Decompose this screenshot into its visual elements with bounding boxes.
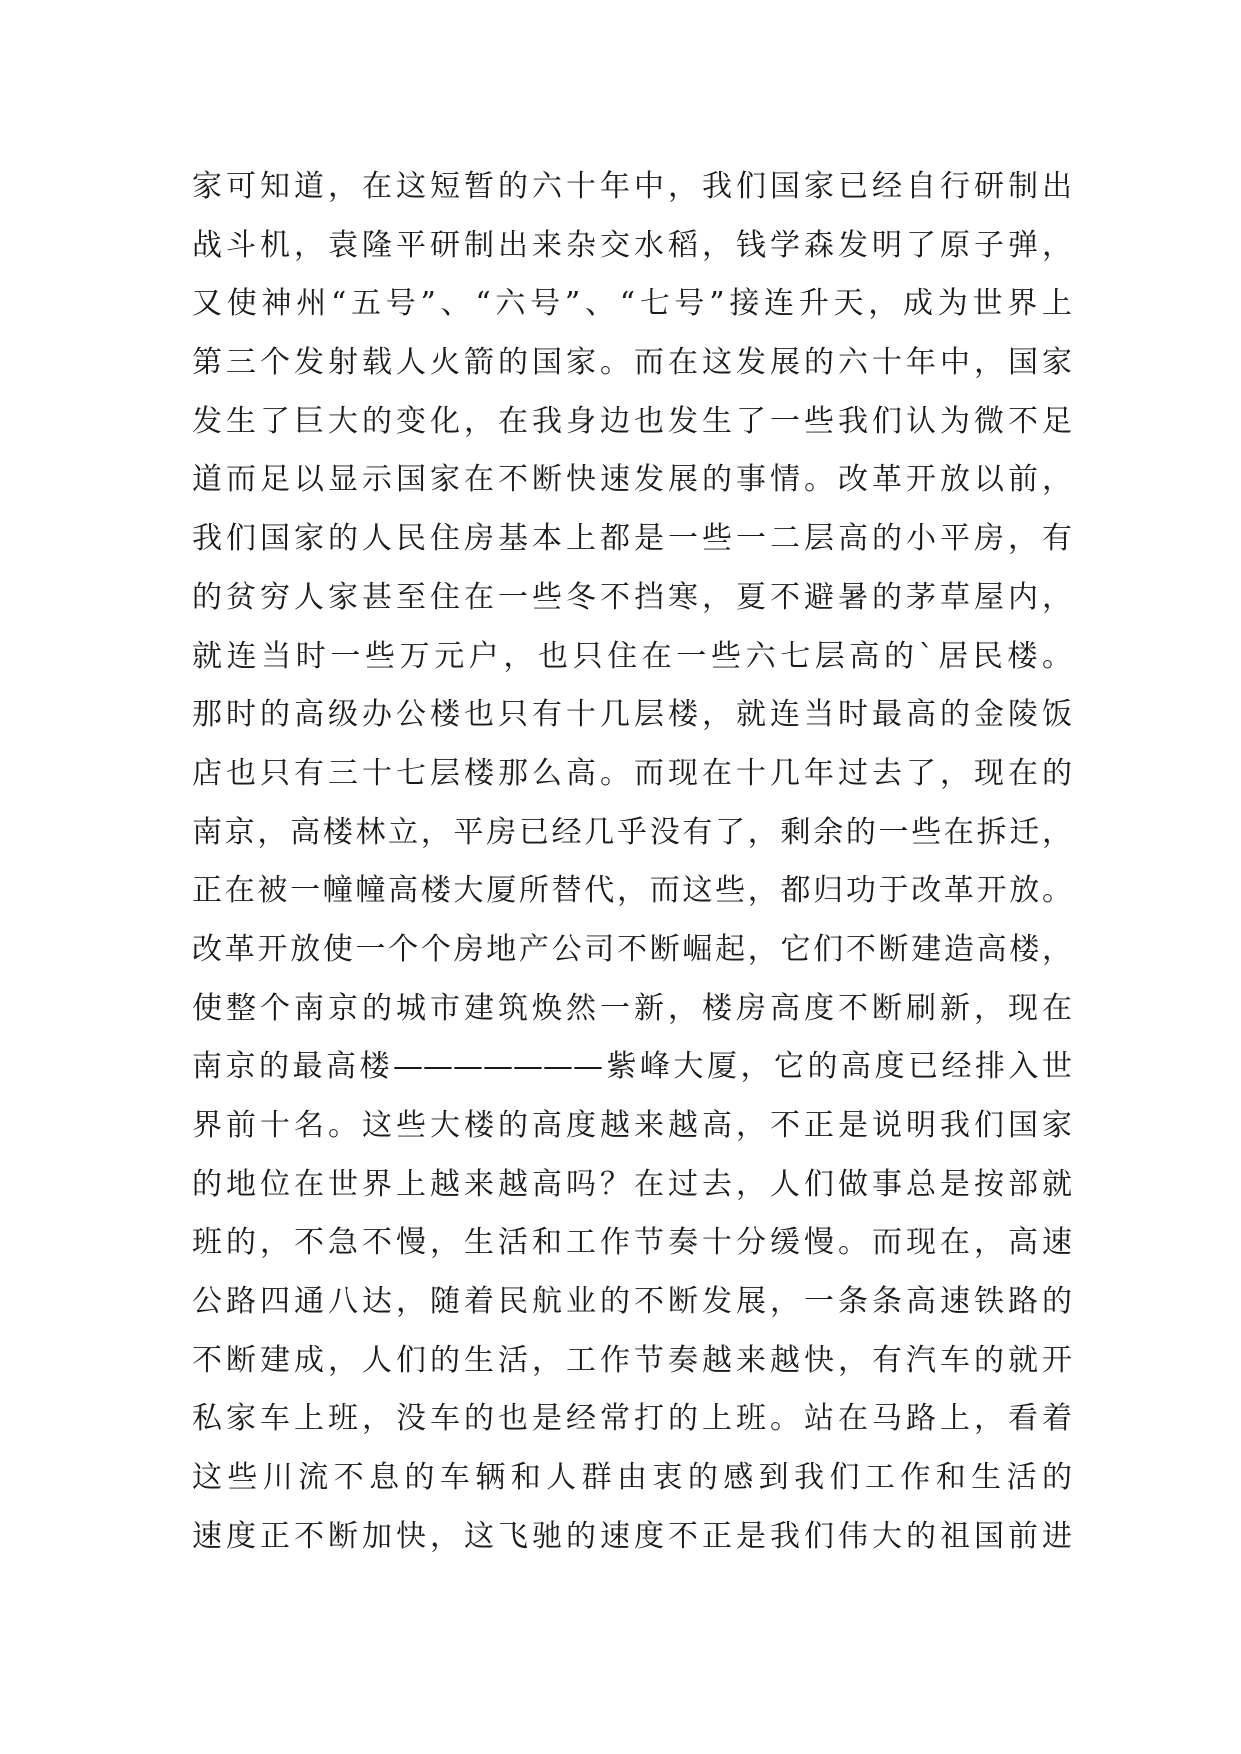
text-line: 南京，高楼林立，平房已经几乎没有了，剩余的一些在拆迁， — [192, 814, 1072, 850]
text-line: 速度正不断加快，这飞驰的速度不正是我们伟大的祖国前进 — [192, 1518, 1072, 1554]
text-line: 家可知道，在这短暂的六十年中，我们国家已经自行研制出 — [192, 169, 1072, 204]
text-line: 店也只有三十七层楼那么高。而现在十几年过去了，现在的 — [192, 755, 1072, 791]
text-line: 我们国家的人民住房基本上都是一些一二层高的小平房，有 — [192, 521, 1072, 557]
text-line: 第三个发射载人火箭的国家。而在这发展的六十年中，国家 — [192, 345, 1072, 381]
text-line: 道而足以显示国家在不断快速发展的事情。改革开放以前， — [192, 462, 1072, 498]
text-line: 又使神州“五号”、“六号”、“七号”接连升天，成为世界上 — [192, 286, 1072, 322]
text-line: 公路四通八达，随着民航业的不断发展，一条条高速铁路的 — [192, 1284, 1072, 1320]
text-line: 私家车上班，没车的也是经常打的上班。站在马路上，看着 — [192, 1401, 1072, 1437]
text-line: 使整个南京的城市建筑焕然一新，楼房高度不断刷新，现在 — [192, 990, 1072, 1026]
text-line: 班的，不急不慢，生活和工作节奏十分缓慢。而现在，高速 — [192, 1225, 1072, 1261]
text-line: 改革开放使一个个房地产公司不断崛起，它们不断建造高楼， — [192, 931, 1072, 967]
text-line: 就连当时一些万元户，也只住在一些六七层高的`居民楼。 — [192, 638, 1072, 674]
text-line: 南京的最高楼———————紫峰大厦，它的高度已经排入世 — [192, 1049, 1072, 1085]
text-line: 正在被一幢幢高楼大厦所替代，而这些，都归功于改革开放。 — [192, 873, 1072, 909]
text-line: 这些川流不息的车辆和人群由衷的感到我们工作和生活的 — [192, 1460, 1072, 1496]
text-line: 的地位在世界上越来越高吗？在过去，人们做事总是按部就 — [192, 1166, 1072, 1202]
text-line: 界前十名。这些大楼的高度越来越高，不正是说明我们国家 — [192, 1108, 1072, 1143]
text-line: 那时的高级办公楼也只有十几层楼，就连当时最高的金陵饭 — [192, 697, 1072, 733]
body-text — [192, 158, 1072, 1567]
text-line: 的贫穷人家甚至住在一些冬不挡寒，夏不避暑的茅草屋内， — [192, 579, 1072, 615]
text-line: 发生了巨大的变化，在我身边也发生了一些我们认为微不足 — [192, 403, 1072, 439]
text-line: 战斗机，袁隆平研制出来杂交水稻，钱学森发明了原子弹， — [192, 227, 1072, 263]
text-line: 不断建成，人们的生活，工作节奏越来越快，有汽车的就开 — [192, 1342, 1072, 1378]
